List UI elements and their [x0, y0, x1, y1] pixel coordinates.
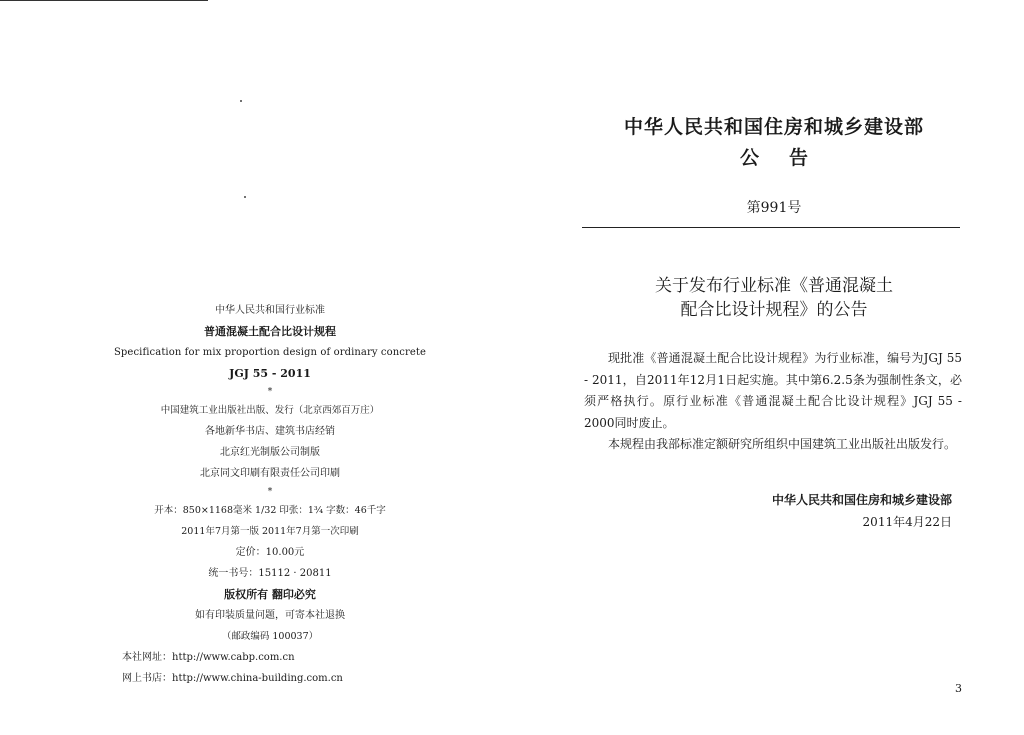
imprint-separator-2: *: [267, 487, 273, 497]
imprint-postcode: （邮政编码 100037）: [221, 631, 319, 642]
body-paragraph-1: 现批准《普通混凝土配合比设计规程》为行业标准，编号为JGJ 55 - 2011，自2011年12月1日起实施。其中第6.2.5条为强制性条文，必须严格执行。原行业标准《普通混凝土配合比设计规程》JGJ 55 - 2000同时废止。: [584, 351, 962, 430]
scan-speck: [244, 196, 246, 198]
subject-line-2: 配合比设计规程》的公告: [680, 300, 868, 320]
imprint-website: 本社网址：http://www.cabp.com.cn: [122, 652, 295, 663]
right-page: [512, 0, 1024, 735]
scan-speck: [240, 100, 242, 102]
imprint-english-title: Specification for mix proportion design of ordinary concrete: [113, 347, 426, 358]
imprint-edition: 2011年7月第一版 2011年7月第一次印刷: [181, 526, 359, 537]
imprint-book-number: 统一书号：15112 · 20811: [208, 568, 332, 579]
signature-org: 中华人民共和国住房和城乡建设部: [771, 493, 952, 507]
notice-label: 公告: [739, 147, 838, 169]
imprint-typesetter: 北京红光制版公司制版: [220, 447, 320, 458]
notice-body: [584, 348, 962, 456]
imprint-format: 开本：850×1168毫米 1/32 印张：1¾ 字数：46千字: [154, 505, 386, 516]
imprint-online-store: 网上书店：http://www.china-building.com.cn: [122, 673, 343, 684]
imprint-title: 普通混凝土配合比设计规程: [204, 325, 336, 338]
ministry-title: 中华人民共和国住房和城乡建设部: [623, 116, 924, 138]
imprint-return-notice: 如有印装质量问题，可寄本社退换: [195, 610, 345, 621]
body-paragraph-2: 本规程由我部标准定额研究所组织中国建筑工业出版社出版发行。: [608, 437, 957, 451]
page-number: 3: [955, 682, 962, 695]
imprint-code: JGJ 55 - 2011: [229, 367, 311, 380]
top-rule: [0, 0, 208, 1]
imprint-copyright: 版权所有 翻印必究: [224, 588, 316, 601]
imprint-printer: 北京同文印刷有限责任公司印刷: [200, 468, 340, 479]
imprint-price: 定价：10.00元: [235, 547, 305, 558]
signature-block: [712, 489, 952, 533]
imprint-header: 中华人民共和国行业标准: [215, 305, 325, 316]
notice-subject: [604, 274, 944, 322]
imprint-distributor: 各地新华书店、建筑书店经销: [205, 426, 335, 437]
notice-number: 第991号: [746, 200, 802, 216]
imprint-publisher: 中国建筑工业出版社出版、发行（北京西郊百万庄）: [160, 405, 380, 416]
copyright-imprint: [110, 300, 430, 689]
divider-line: [582, 227, 960, 228]
subject-line-1: 关于发布行业标准《普通混凝土: [655, 276, 893, 296]
imprint-separator: *: [267, 387, 273, 397]
signature-date: 2011年4月22日: [862, 515, 952, 529]
